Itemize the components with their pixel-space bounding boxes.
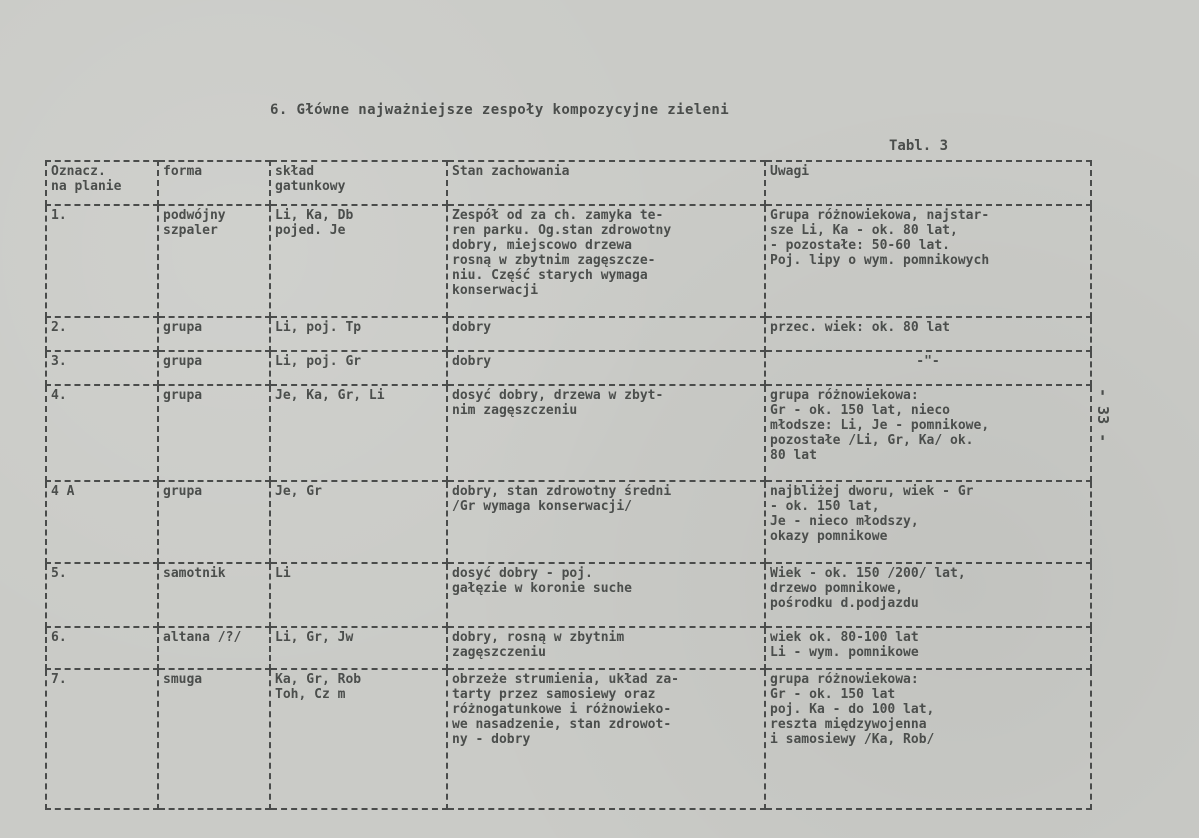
cell-oznacz: 4 A xyxy=(46,481,158,563)
table-row xyxy=(46,385,1091,481)
table-row xyxy=(46,317,1091,351)
cell-uwagi: grupa różnowiekowa: Gr - ok. 150 lat poj. Ka - do 100 lat, reszta międzywojenna i samosiewy /Ka, Rob/ xyxy=(765,669,1091,809)
cell-forma: grupa xyxy=(158,385,270,481)
table-row xyxy=(46,669,1091,809)
cell-oznacz: 5. xyxy=(46,563,158,627)
cell-stan: obrzeże strumienia, układ za- tarty przez samosiewy oraz różnogatunkowe i różnowieko- we nasadzenie, stan zdrowot- ny - dobry xyxy=(447,669,765,809)
header-oznacz: Oznacz. na planie xyxy=(46,161,158,205)
cell-sklad: Li, poj. Tp xyxy=(270,317,447,351)
cell-stan: dobry, rosną w zbytnim zagęszczeniu xyxy=(447,627,765,669)
cell-stan: dobry, stan zdrowotny średni /Gr wymaga konserwacji/ xyxy=(447,481,765,563)
cell-sklad: Je, Gr xyxy=(270,481,447,563)
cell-forma: grupa xyxy=(158,481,270,563)
cell-sklad: Li, Gr, Jw xyxy=(270,627,447,669)
table-row xyxy=(46,481,1091,563)
table-label: Tabl. 3 xyxy=(889,138,949,154)
cell-forma: altana /?/ xyxy=(158,627,270,669)
cell-forma: grupa xyxy=(158,317,270,351)
cell-oznacz: 6. xyxy=(46,627,158,669)
cell-oznacz: 4. xyxy=(46,385,158,481)
cell-oznacz: 7. xyxy=(46,669,158,809)
cell-stan: dosyć dobry, drzewa w zbyt- nim zagęszczeniu xyxy=(447,385,765,481)
cell-sklad: Li xyxy=(270,563,447,627)
cell-forma: grupa xyxy=(158,351,270,385)
table-header-row xyxy=(46,161,1091,205)
green-composition-table xyxy=(45,160,1092,810)
cell-uwagi: grupa różnowiekowa: Gr - ok. 150 lat, nieco młodsze: Li, Je - pomnikowe, pozostałe /Li, Gr, Ka/ ok. 80 lat xyxy=(765,385,1091,481)
table-row xyxy=(46,563,1091,627)
cell-stan: dobry xyxy=(447,317,765,351)
cell-sklad: Li, poj. Gr xyxy=(270,351,447,385)
header-uwagi: Uwagi xyxy=(765,161,1091,205)
cell-uwagi: Grupa różnowiekowa, najstar- sze Li, Ka - ok. 80 lat, - pozostałe: 50-60 lat. Poj. lipy o wym. pomnikowych xyxy=(765,205,1091,317)
cell-forma: podwójny szpaler xyxy=(158,205,270,317)
cell-uwagi: przec. wiek: ok. 80 lat xyxy=(765,317,1091,351)
cell-uwagi: Wiek - ok. 150 /200/ lat, drzewo pomnikowe, pośrodku d.podjazdu xyxy=(765,563,1091,627)
cell-stan: dosyć dobry - poj. gałęzie w koronie suche xyxy=(447,563,765,627)
cell-sklad: Li, Ka, Db pojed. Je xyxy=(270,205,447,317)
table-row xyxy=(46,351,1091,385)
header-sklad: skład gatunkowy xyxy=(270,161,447,205)
cell-sklad: Je, Ka, Gr, Li xyxy=(270,385,447,481)
document-title: 6. Główne najważniejsze zespoły kompozycyjne zieleni xyxy=(270,102,730,118)
table-row xyxy=(46,205,1091,317)
cell-stan: Zespół od za ch. zamyka te- ren parku. Og.stan zdrowotny dobry, miejscowo drzewa rosną w zbytnim zagęszcze- niu. Część starych wymaga konserwacji xyxy=(447,205,765,317)
cell-forma: samotnik xyxy=(158,563,270,627)
cell-sklad: Ka, Gr, Rob Toh, Cz m xyxy=(270,669,447,809)
cell-uwagi: wiek ok. 80-100 lat Li - wym. pomnikowe xyxy=(765,627,1091,669)
header-stan: Stan zachowania xyxy=(447,161,765,205)
cell-uwagi: -"- xyxy=(765,351,1091,385)
cell-forma: smuga xyxy=(158,669,270,809)
table-row xyxy=(46,627,1091,669)
cell-uwagi: najbliżej dworu, wiek - Gr - ok. 150 lat, Je - nieco młodszy, okazy pomnikowe xyxy=(765,481,1091,563)
header-forma: forma xyxy=(158,161,270,205)
page-number: - 33 - xyxy=(1094,388,1112,443)
cell-stan: dobry xyxy=(447,351,765,385)
cell-oznacz: 1. xyxy=(46,205,158,317)
cell-oznacz: 3. xyxy=(46,351,158,385)
cell-oznacz: 2. xyxy=(46,317,158,351)
